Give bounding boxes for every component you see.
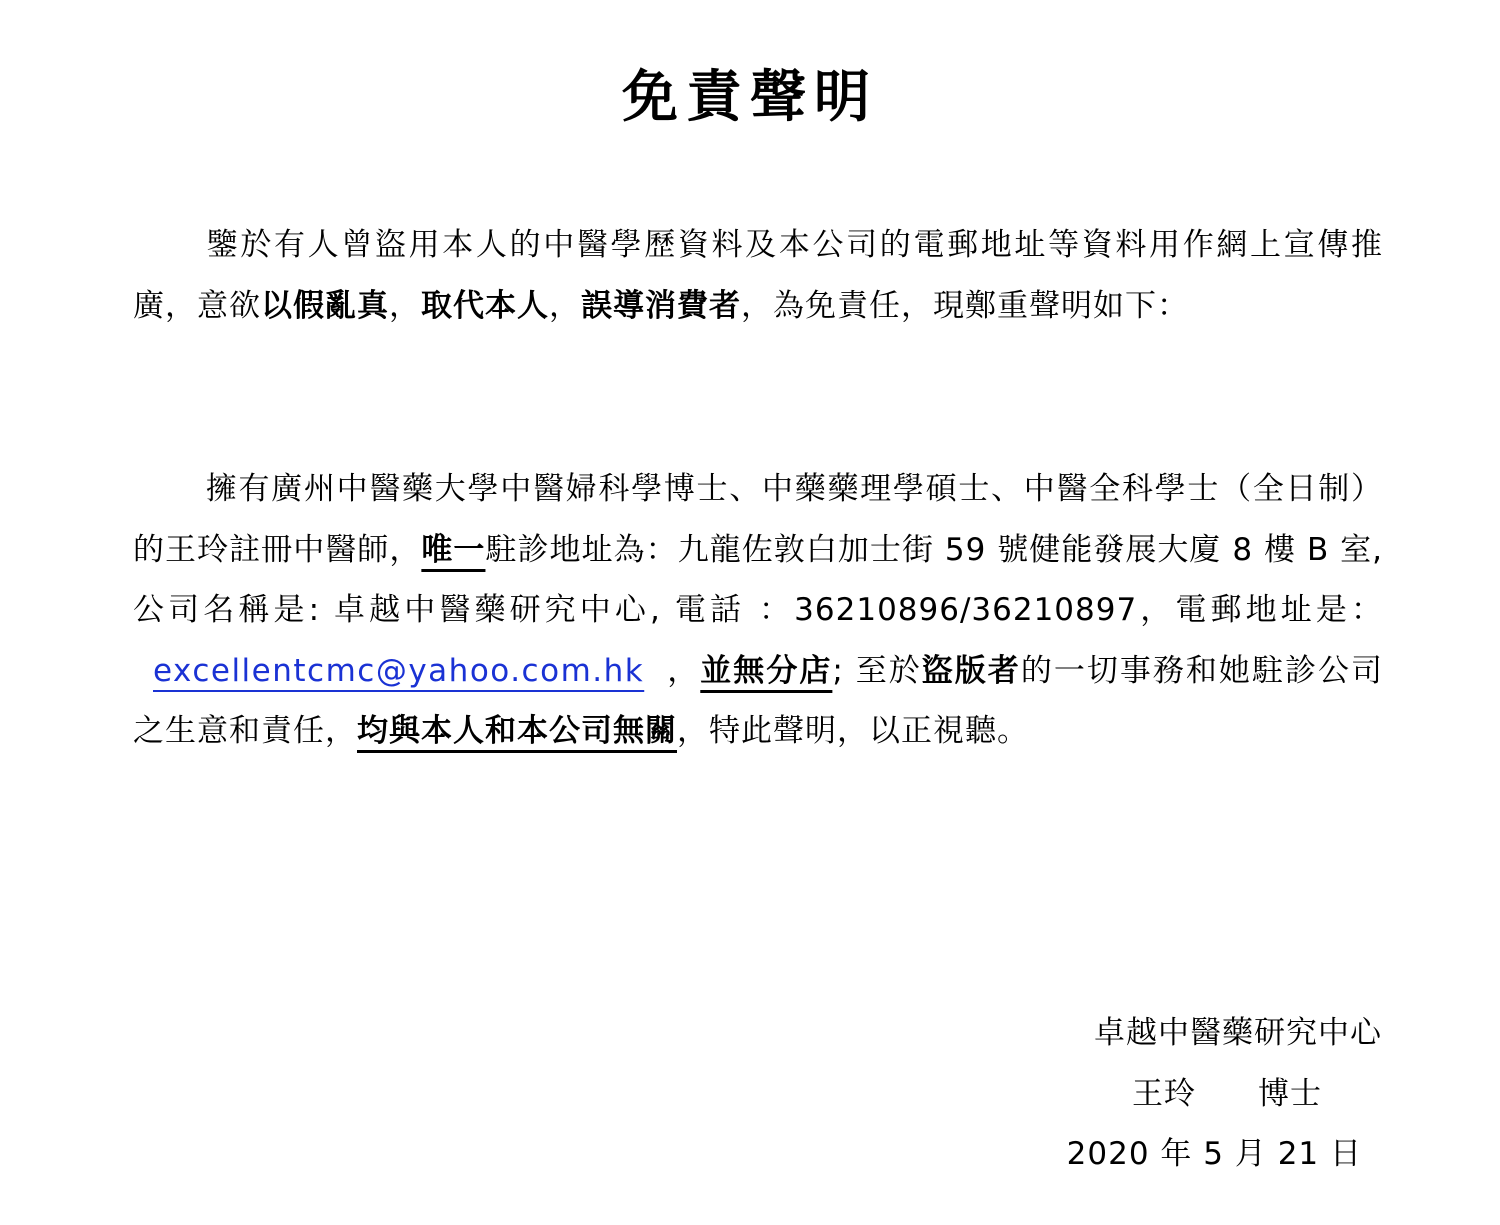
document-title: 免責聲明 <box>622 65 878 130</box>
signature-date: 2020 年 5 月 21 日 <box>1066 1136 1362 1172</box>
para1-bold-2: 取代本人 <box>421 287 549 324</box>
para1-text-4: ，為免責任，現鄭重聲明如下： <box>741 287 1189 324</box>
signature-title: 博士 <box>1258 1075 1322 1112</box>
signature-block <box>1067 1003 1382 1185</box>
signature-name-line <box>1067 1064 1382 1125</box>
para2-text-3: ， <box>666 652 701 689</box>
para2-text-2: 駐診地址為：九龍佐敦白加士街 59 號健能發展大廈 8 樓 B 室, 公司名稱是: 卓越中醫藥研究中心, 電話 ：36210896/36210897，電郵地址是： <box>133 531 1384 628</box>
para2-text-6: ，特此聲明，以正視聽。 <box>677 713 1029 749</box>
signature-org: 卓越中醫藥研究中心 <box>1094 1015 1382 1051</box>
para1-text-1: 鑒於有人曾盜用本人的中醫學歷資料及本公司的電郵地址等資料用作網上宣傳推廣，意欲 <box>133 227 1383 324</box>
email-link[interactable]: excellentcmc@yahoo.com.hk <box>153 652 645 689</box>
para2-text-5: 的一切事務和她駐診公司之生意和責任， <box>133 652 1384 749</box>
no-branches-emphasis: 並無分店 <box>700 652 833 689</box>
para2-text-4: ; 至於 <box>832 652 922 689</box>
only-emphasis: 唯一 <box>421 531 486 568</box>
paragraph-declaration <box>133 215 1383 336</box>
paragraph-details <box>133 459 1383 762</box>
para1-bold-3: 誤導消費者 <box>581 287 741 324</box>
para1-text-2: ， <box>389 287 421 324</box>
para1-text-3: ， <box>549 287 581 324</box>
para1-bold-1: 以假亂真 <box>261 287 389 324</box>
signature-name: 王玲 <box>1132 1075 1196 1112</box>
para2-text-1: 擁有廣州中醫藥大學中醫婦科學博士、中藥藥理學碩士、中醫全科學士（全日制）的王玲註冊中醫師， <box>133 471 1383 568</box>
unrelated-emphasis: 均與本人和本公司無關 <box>357 713 677 749</box>
pirates-emphasis: 盜版者 <box>921 652 1021 689</box>
